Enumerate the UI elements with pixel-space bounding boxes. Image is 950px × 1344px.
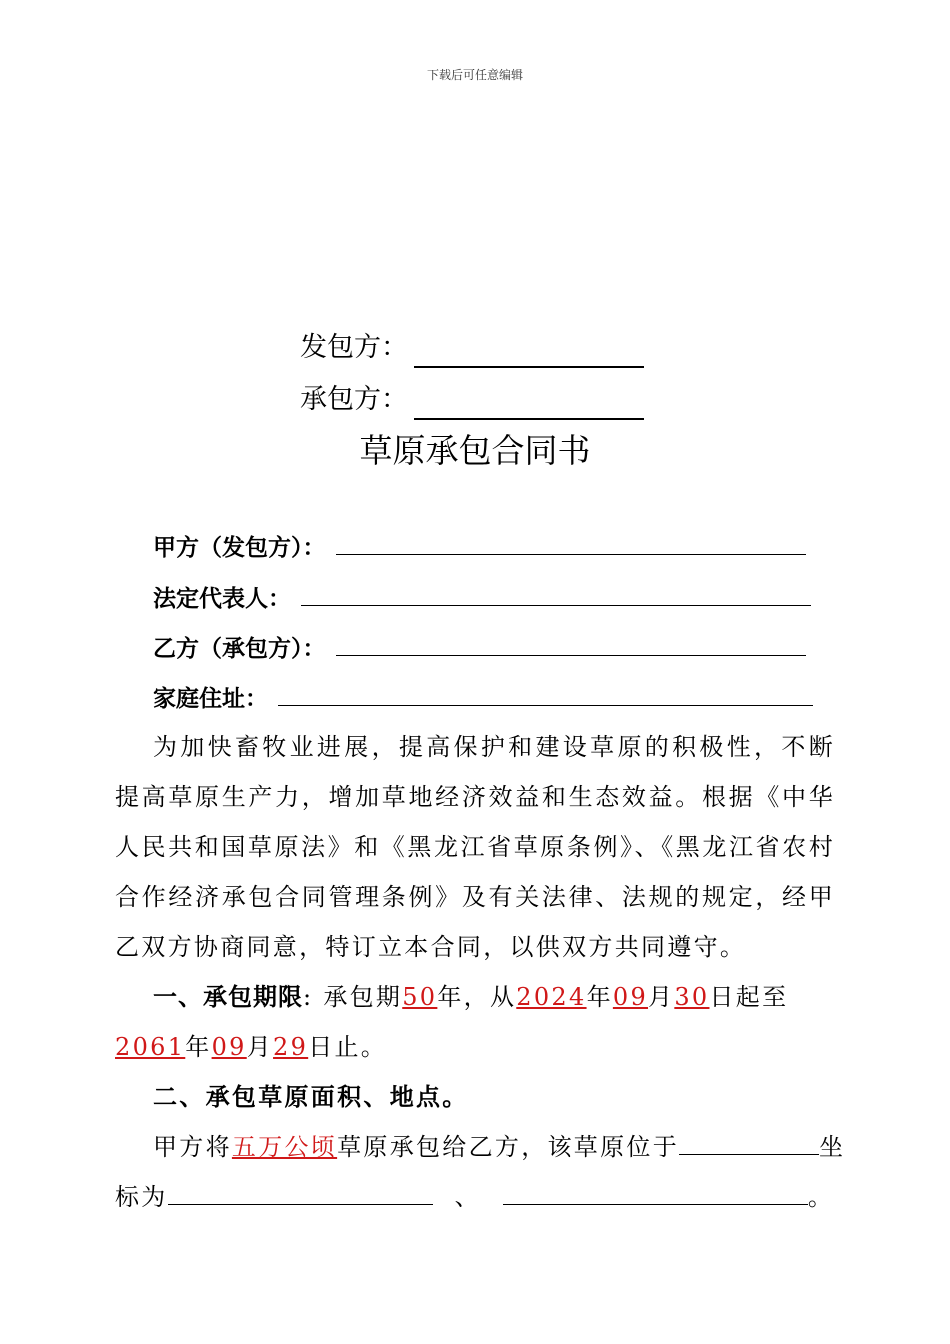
area-text: 甲方将 bbox=[153, 1133, 232, 1161]
contractor-line bbox=[300, 380, 644, 420]
issuer-blank[interactable] bbox=[414, 336, 644, 368]
party-b-blank[interactable] bbox=[336, 633, 806, 656]
contractor-label: 承包方： bbox=[300, 384, 408, 415]
intro-paragraph: 为加快畜牧业进展，提高保护和建设草原的积极性，不断提高草原生产力，增加草地经济效益和生态效益。根据《中华人民共和国草原法》和《黑龙江省草原条例》、《黑龙江省农村合作经济承包合同管理条例》及有关法律、法规的规定，经甲乙双方协商同意，特订立本合同，以供双方共同遵守。 bbox=[115, 733, 835, 961]
address-field bbox=[153, 683, 813, 715]
location-blank[interactable] bbox=[679, 1134, 819, 1155]
area-text: 草原承包给乙方，该草原位于 bbox=[337, 1133, 680, 1161]
address-label: 家庭住址： bbox=[153, 686, 268, 712]
section2-line1 bbox=[153, 1122, 845, 1172]
legal-rep-label: 法定代表人： bbox=[153, 586, 291, 612]
start-day[interactable]: 30 bbox=[674, 983, 710, 1011]
coord-separator: 、 bbox=[454, 1183, 481, 1211]
area-value[interactable]: 五万公顷 bbox=[231, 1133, 338, 1161]
term-text: 日起至 bbox=[709, 983, 789, 1011]
party-b-field bbox=[153, 633, 806, 665]
section1-line1 bbox=[153, 972, 788, 1022]
term-text: 年，从 bbox=[437, 983, 517, 1011]
coord-text: 标为 bbox=[115, 1183, 168, 1211]
section1-heading: 一、承包期限 bbox=[153, 983, 303, 1011]
contractor-blank[interactable] bbox=[414, 388, 644, 420]
term-text: 日止。 bbox=[308, 1033, 388, 1061]
page-header-note: 下载后可任意编辑 bbox=[426, 68, 523, 82]
party-a-blank[interactable] bbox=[336, 532, 806, 555]
section1-colon: : bbox=[303, 983, 314, 1011]
legal-rep-blank[interactable] bbox=[301, 583, 811, 606]
legal-rep-field bbox=[153, 583, 811, 615]
term-text: 月 bbox=[648, 983, 675, 1011]
area-text: 坐 bbox=[819, 1133, 846, 1161]
coord-blank-1[interactable] bbox=[168, 1184, 433, 1205]
party-b-label: 乙方（承包方）： bbox=[153, 636, 326, 662]
end-month[interactable]: 09 bbox=[211, 1033, 247, 1061]
term-text: 年 bbox=[586, 983, 613, 1011]
start-month[interactable]: 09 bbox=[612, 983, 649, 1011]
end-year[interactable]: 2061 bbox=[115, 1033, 186, 1061]
end-day[interactable]: 29 bbox=[273, 1033, 309, 1061]
address-blank[interactable] bbox=[278, 683, 813, 706]
party-a-label: 甲方（发包方）： bbox=[153, 535, 326, 561]
term-text: 年 bbox=[185, 1033, 212, 1061]
issuer-line bbox=[300, 328, 644, 368]
term-text: 承包期 bbox=[323, 983, 403, 1011]
issuer-label: 发包方： bbox=[300, 332, 408, 363]
section2-line2 bbox=[115, 1172, 834, 1222]
term-years[interactable]: 50 bbox=[402, 983, 438, 1011]
document-title: 草原承包合同书 bbox=[359, 431, 591, 470]
term-text: 月 bbox=[246, 1033, 274, 1061]
start-year[interactable]: 2024 bbox=[516, 983, 587, 1011]
section1-line2 bbox=[115, 1022, 387, 1072]
party-a-field bbox=[153, 532, 806, 564]
coord-blank-2[interactable] bbox=[503, 1184, 808, 1205]
coord-text: 。 bbox=[807, 1183, 835, 1211]
section2-heading: 二、承包草原面积、地点。 bbox=[153, 1083, 469, 1111]
